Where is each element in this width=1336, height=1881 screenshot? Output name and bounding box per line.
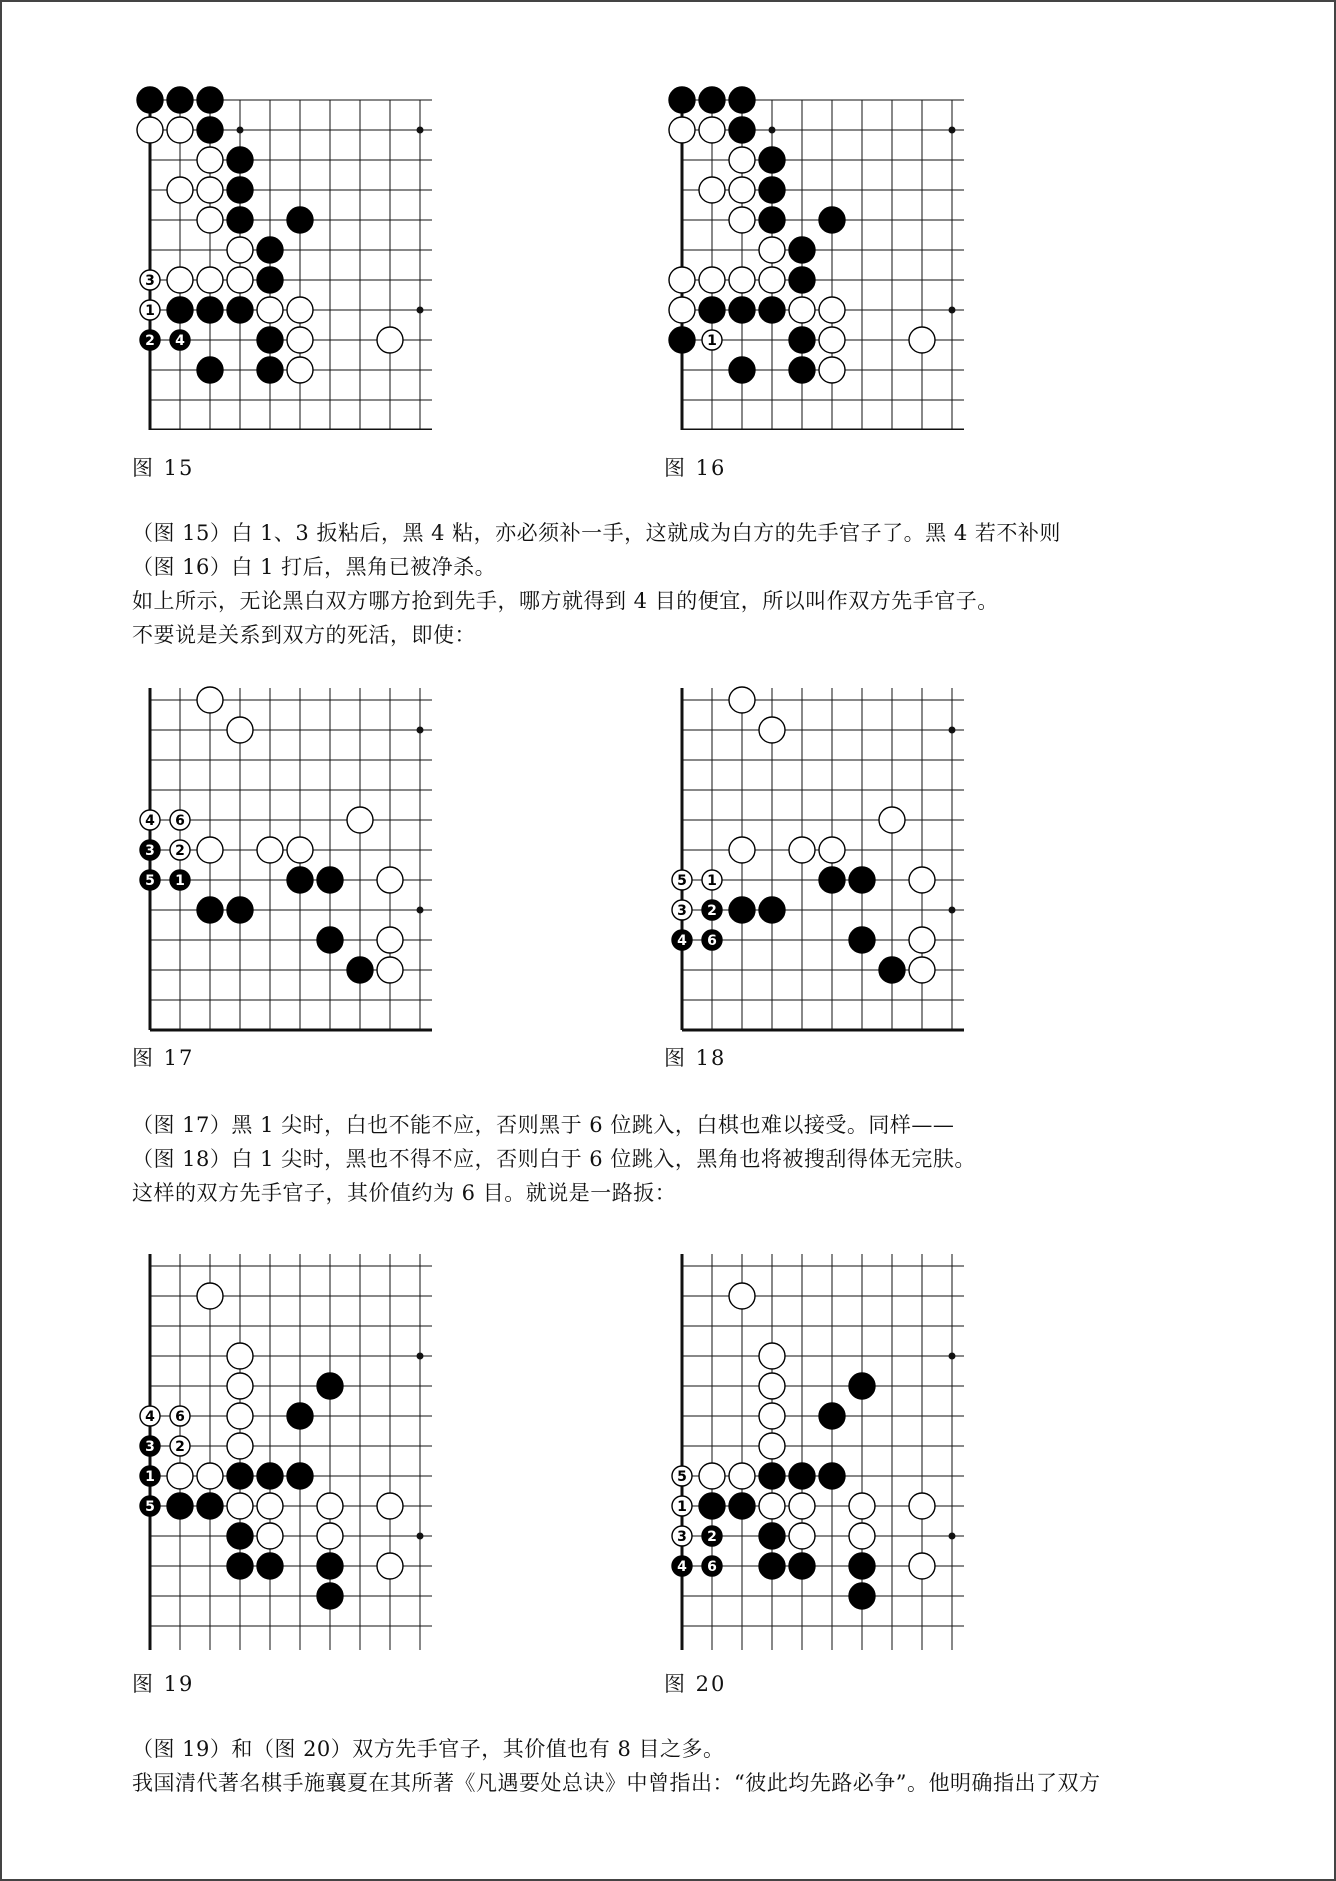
- black-stone: [317, 867, 343, 893]
- black-stone: [227, 177, 253, 203]
- figure-caption-15: 图 15: [132, 456, 195, 480]
- text-line: （图 16）白 1 打后，黑角已被净杀。: [132, 555, 497, 579]
- white-stone: [909, 957, 935, 983]
- black-stone: [759, 897, 785, 923]
- move-number: 5: [145, 873, 155, 889]
- white-stone: [909, 1553, 935, 1579]
- black-stone: [287, 207, 313, 233]
- black-stone: [257, 327, 283, 353]
- move-number: 1: [145, 303, 155, 319]
- white-stone: [137, 117, 163, 143]
- star-point: [417, 907, 424, 914]
- move-number: 2: [175, 843, 185, 859]
- white-stone: [699, 1463, 725, 1489]
- figure-caption-18: 图 18: [664, 1046, 727, 1070]
- black-stone: [672, 930, 692, 950]
- black-stone: [789, 1553, 815, 1579]
- move-number: 1: [677, 1499, 687, 1515]
- black-stone: [729, 897, 755, 923]
- white-stone: [140, 810, 160, 830]
- move-number: 5: [145, 1499, 155, 1515]
- text-line: （图 19）和（图 20）双方先手官子，其价值也有 8 目之多。: [132, 1737, 725, 1761]
- white-stone: [197, 1283, 223, 1309]
- white-stone: [377, 1553, 403, 1579]
- white-stone: [702, 870, 722, 890]
- black-stone: [702, 900, 722, 920]
- black-stone: [170, 870, 190, 890]
- white-stone: [197, 1463, 223, 1489]
- move-number: 1: [175, 873, 185, 889]
- star-point: [417, 307, 424, 314]
- text-line: 我国清代著名棋手施襄夏在其所著《凡遇要处总诀》中曾指出：“彼此均先路必争”。他明确指出了双方: [132, 1771, 1101, 1795]
- white-stone: [759, 1493, 785, 1519]
- white-stone: [759, 237, 785, 263]
- white-stone: [819, 297, 845, 323]
- move-number: 4: [145, 813, 155, 829]
- white-stone: [197, 687, 223, 713]
- figure-caption-17: 图 17: [132, 1046, 195, 1070]
- move-number: 6: [175, 1409, 185, 1425]
- black-stone: [729, 357, 755, 383]
- text-line: （图 15）白 1、3 扳粘后，黑 4 粘，亦必须补一手，这就成为白方的先手官子了。黑 4 若不补则: [132, 521, 1061, 545]
- move-number: 6: [175, 813, 185, 829]
- black-stone: [317, 1583, 343, 1609]
- white-stone: [759, 1403, 785, 1429]
- black-stone: [227, 147, 253, 173]
- white-stone: [672, 1526, 692, 1546]
- black-stone: [819, 867, 845, 893]
- move-number: 4: [677, 933, 687, 949]
- black-stone: [317, 1553, 343, 1579]
- black-stone: [287, 1463, 313, 1489]
- black-stone: [317, 1373, 343, 1399]
- black-stone: [849, 1553, 875, 1579]
- white-stone: [819, 357, 845, 383]
- white-stone: [759, 717, 785, 743]
- white-stone: [197, 177, 223, 203]
- white-stone: [170, 1436, 190, 1456]
- white-stone: [759, 1343, 785, 1369]
- black-stone: [140, 1466, 160, 1486]
- go-board-figure-15: [132, 70, 452, 430]
- move-number: 6: [707, 1559, 717, 1575]
- white-stone: [669, 117, 695, 143]
- white-stone: [257, 1523, 283, 1549]
- white-stone: [377, 1493, 403, 1519]
- white-stone: [672, 900, 692, 920]
- figure-caption-16: 图 16: [664, 456, 727, 480]
- go-board-figure-17: [132, 684, 452, 1034]
- star-point: [417, 1353, 424, 1360]
- white-stone: [729, 1463, 755, 1489]
- white-stone: [197, 267, 223, 293]
- white-stone: [197, 147, 223, 173]
- white-stone: [699, 117, 725, 143]
- white-stone: [909, 327, 935, 353]
- black-stone: [729, 1493, 755, 1519]
- white-stone: [729, 1283, 755, 1309]
- white-stone: [167, 117, 193, 143]
- white-stone: [789, 1493, 815, 1519]
- text-line: 如上所示，无论黑白双方哪方抢到先手，哪方就得到 4 目的便宜，所以叫作双方先手官子。: [132, 589, 999, 613]
- black-stone: [702, 930, 722, 950]
- text-line: 不要说是关系到双方的死活，即使：: [132, 623, 476, 647]
- move-number: 1: [145, 1469, 155, 1485]
- paragraph-block-2: [132, 1108, 976, 1210]
- black-stone: [789, 237, 815, 263]
- white-stone: [170, 1406, 190, 1426]
- white-stone: [849, 1493, 875, 1519]
- white-stone: [167, 267, 193, 293]
- black-stone: [287, 1403, 313, 1429]
- black-stone: [699, 1493, 725, 1519]
- white-stone: [317, 1493, 343, 1519]
- black-stone: [849, 1583, 875, 1609]
- black-stone: [257, 237, 283, 263]
- move-number: 2: [707, 903, 717, 919]
- white-stone: [377, 867, 403, 893]
- move-number: 4: [677, 1559, 687, 1575]
- white-stone: [729, 177, 755, 203]
- go-board-figure-16: [664, 70, 984, 430]
- white-stone: [227, 1373, 253, 1399]
- black-stone: [759, 1523, 785, 1549]
- white-stone: [819, 837, 845, 863]
- white-stone: [227, 1433, 253, 1459]
- black-stone: [140, 1436, 160, 1456]
- black-stone: [759, 1463, 785, 1489]
- star-point: [417, 127, 424, 134]
- go-board-figure-20: [664, 1250, 984, 1650]
- black-stone: [197, 87, 223, 113]
- black-stone: [789, 267, 815, 293]
- white-stone: [669, 297, 695, 323]
- star-point: [769, 127, 776, 134]
- black-stone: [227, 1523, 253, 1549]
- black-stone: [729, 117, 755, 143]
- white-stone: [140, 300, 160, 320]
- white-stone: [377, 957, 403, 983]
- star-point: [949, 1353, 956, 1360]
- move-number: 4: [145, 1409, 155, 1425]
- move-number: 2: [707, 1529, 717, 1545]
- white-stone: [759, 1433, 785, 1459]
- white-stone: [729, 687, 755, 713]
- move-number: 5: [677, 873, 687, 889]
- black-stone: [729, 297, 755, 323]
- black-stone: [819, 1463, 845, 1489]
- black-stone: [197, 297, 223, 323]
- black-stone: [227, 1553, 253, 1579]
- white-stone: [699, 177, 725, 203]
- text-line: （图 17）黑 1 尖时，白也不能不应，否则黑于 6 位跳入，白棋也难以接受。同样——: [132, 1113, 955, 1137]
- black-stone: [227, 897, 253, 923]
- white-stone: [227, 237, 253, 263]
- white-stone: [227, 1343, 253, 1369]
- white-stone: [909, 927, 935, 953]
- black-stone: [789, 327, 815, 353]
- white-stone: [669, 267, 695, 293]
- white-stone: [729, 147, 755, 173]
- paragraph-block-1: [132, 516, 1061, 652]
- white-stone: [759, 267, 785, 293]
- white-stone: [197, 207, 223, 233]
- white-stone: [729, 837, 755, 863]
- white-stone: [672, 870, 692, 890]
- move-number: 2: [175, 1439, 185, 1455]
- black-stone: [227, 1463, 253, 1489]
- move-number: 3: [145, 843, 155, 859]
- black-stone: [257, 1553, 283, 1579]
- white-stone: [699, 267, 725, 293]
- black-stone: [702, 1556, 722, 1576]
- white-stone: [849, 1523, 875, 1549]
- figure-caption-19: 图 19: [132, 1672, 195, 1696]
- star-point: [237, 127, 244, 134]
- black-stone: [789, 1463, 815, 1489]
- text-line: 这样的双方先手官子，其价值约为 6 目。就说是一路扳：: [132, 1181, 677, 1205]
- black-stone: [227, 297, 253, 323]
- white-stone: [197, 837, 223, 863]
- star-point: [949, 1533, 956, 1540]
- star-point: [417, 1533, 424, 1540]
- paragraph-block-3: [132, 1732, 1100, 1800]
- black-stone: [672, 1556, 692, 1576]
- black-stone: [140, 840, 160, 860]
- go-board-figure-19: [132, 1250, 452, 1650]
- white-stone: [140, 270, 160, 290]
- black-stone: [849, 927, 875, 953]
- move-number: 3: [145, 273, 155, 289]
- black-stone: [167, 1493, 193, 1519]
- white-stone: [879, 807, 905, 833]
- text-line: （图 18）白 1 尖时，黑也不得不应，否则白于 6 位跳入，黑角也将被搜刮得体无完肤。: [132, 1147, 976, 1171]
- black-stone: [699, 87, 725, 113]
- black-stone: [849, 1373, 875, 1399]
- black-stone: [789, 357, 815, 383]
- white-stone: [287, 297, 313, 323]
- white-stone: [672, 1496, 692, 1516]
- black-stone: [227, 207, 253, 233]
- white-stone: [140, 1406, 160, 1426]
- black-stone: [167, 87, 193, 113]
- move-number: 6: [707, 933, 717, 949]
- move-number: 1: [707, 873, 717, 889]
- white-stone: [759, 1373, 785, 1399]
- white-stone: [377, 327, 403, 353]
- move-number: 1: [707, 333, 717, 349]
- go-board-figure-18: [664, 684, 984, 1034]
- move-number: 3: [677, 903, 687, 919]
- black-stone: [759, 297, 785, 323]
- move-number: 2: [145, 333, 155, 349]
- black-stone: [669, 327, 695, 353]
- white-stone: [317, 1523, 343, 1549]
- black-stone: [819, 207, 845, 233]
- white-stone: [789, 297, 815, 323]
- white-stone: [789, 1523, 815, 1549]
- black-stone: [699, 297, 725, 323]
- figure-caption-20: 图 20: [664, 1672, 727, 1696]
- black-stone: [197, 357, 223, 383]
- white-stone: [789, 837, 815, 863]
- star-point: [417, 727, 424, 734]
- white-stone: [702, 330, 722, 350]
- white-stone: [729, 207, 755, 233]
- black-stone: [197, 1493, 223, 1519]
- white-stone: [257, 837, 283, 863]
- black-stone: [197, 117, 223, 143]
- white-stone: [227, 1493, 253, 1519]
- white-stone: [227, 1403, 253, 1429]
- black-stone: [257, 1463, 283, 1489]
- black-stone: [759, 207, 785, 233]
- black-stone: [257, 357, 283, 383]
- white-stone: [347, 807, 373, 833]
- black-stone: [729, 87, 755, 113]
- white-stone: [819, 327, 845, 353]
- white-stone: [170, 810, 190, 830]
- black-stone: [137, 87, 163, 113]
- black-stone: [140, 330, 160, 350]
- white-stone: [287, 837, 313, 863]
- move-number: 3: [677, 1529, 687, 1545]
- black-stone: [879, 957, 905, 983]
- star-point: [949, 127, 956, 134]
- black-stone: [669, 87, 695, 113]
- black-stone: [819, 1403, 845, 1429]
- star-point: [949, 727, 956, 734]
- black-stone: [140, 870, 160, 890]
- white-stone: [170, 840, 190, 860]
- white-stone: [227, 267, 253, 293]
- white-stone: [287, 327, 313, 353]
- black-stone: [759, 177, 785, 203]
- black-stone: [347, 957, 373, 983]
- white-stone: [909, 867, 935, 893]
- white-stone: [672, 1466, 692, 1486]
- black-stone: [287, 867, 313, 893]
- white-stone: [257, 297, 283, 323]
- white-stone: [909, 1493, 935, 1519]
- black-stone: [702, 1526, 722, 1546]
- white-stone: [227, 717, 253, 743]
- black-stone: [317, 927, 343, 953]
- black-stone: [170, 330, 190, 350]
- white-stone: [257, 1493, 283, 1519]
- white-stone: [377, 927, 403, 953]
- white-stone: [287, 357, 313, 383]
- star-point: [949, 307, 956, 314]
- black-stone: [759, 147, 785, 173]
- move-number: 3: [145, 1439, 155, 1455]
- black-stone: [257, 267, 283, 293]
- black-stone: [197, 897, 223, 923]
- black-stone: [759, 1553, 785, 1579]
- star-point: [949, 907, 956, 914]
- black-stone: [140, 1496, 160, 1516]
- black-stone: [167, 297, 193, 323]
- white-stone: [729, 267, 755, 293]
- black-stone: [849, 867, 875, 893]
- move-number: 5: [677, 1469, 687, 1485]
- white-stone: [167, 1463, 193, 1489]
- white-stone: [167, 177, 193, 203]
- move-number: 4: [175, 333, 185, 349]
